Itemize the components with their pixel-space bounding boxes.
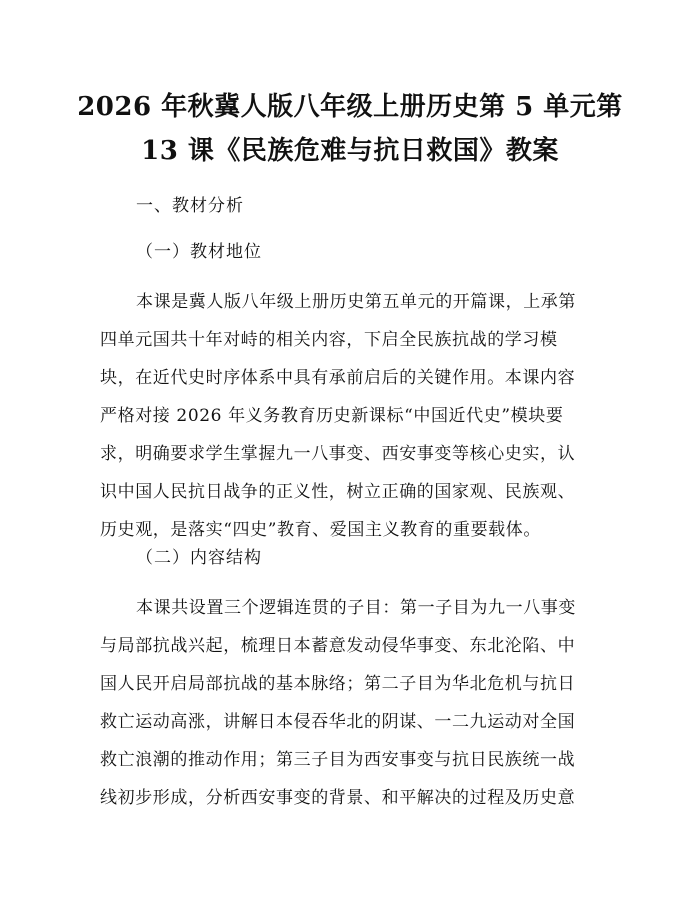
subsection-heading-content-structure: （二）内容结构 — [136, 548, 262, 568]
paragraph-line: 块，在近代史时序体系中具有承前启后的关键作用。本课内容 — [100, 368, 576, 388]
section-heading-textbook-analysis: 一、教材分析 — [136, 196, 244, 216]
paragraph-line: 历史观，是落实“四史”教育、爱国主义教育的重要载体。 — [100, 520, 541, 540]
document-title-line-2: 13 课《民族危难与抗日救国》教案 — [141, 136, 559, 166]
paragraph-line: 线初步形成，分析西安事变的背景、和平解决的过程及历史意 — [100, 788, 576, 808]
paragraph-line: 识中国人民抗日战争的正义性，树立正确的国家观、民族观、 — [100, 482, 576, 502]
paragraph-textbook-position — [100, 283, 600, 549]
subsection-heading-textbook-position: （一）教材地位 — [136, 242, 262, 262]
paragraph-content-structure — [100, 589, 600, 817]
paragraph-line: 本课是冀人版八年级上册历史第五单元的开篇课，上承第 — [136, 292, 576, 312]
document-title-line-1: 2026 年秋冀人版八年级上册历史第 5 单元第 — [77, 92, 623, 122]
paragraph-line: 本课共设置三个逻辑连贯的子目：第一子目为九一八事变 — [136, 598, 576, 618]
paragraph-line: 救亡运动高涨，讲解日本侵吞华北的阴谋、一二九运动对全国 — [100, 712, 576, 732]
paragraph-line: 求，明确要求学生掌握九一八事变、西安事变等核心史实，认 — [100, 444, 576, 464]
paragraph-line: 国人民开启局部抗战的基本脉络；第二子目为华北危机与抗日 — [100, 674, 576, 694]
paragraph-line: 救亡浪潮的推动作用；第三子目为西安事变与抗日民族统一战 — [100, 750, 576, 770]
paragraph-line: 四单元国共十年对峙的相关内容，下启全民族抗战的学习模 — [100, 330, 558, 350]
paragraph-line: 严格对接 2026 年义务教育历史新课标“中国近代史”模块要 — [100, 406, 564, 426]
paragraph-line: 与局部抗战兴起，梳理日本蓄意发动侵华事变、东北沦陷、中 — [100, 636, 576, 656]
